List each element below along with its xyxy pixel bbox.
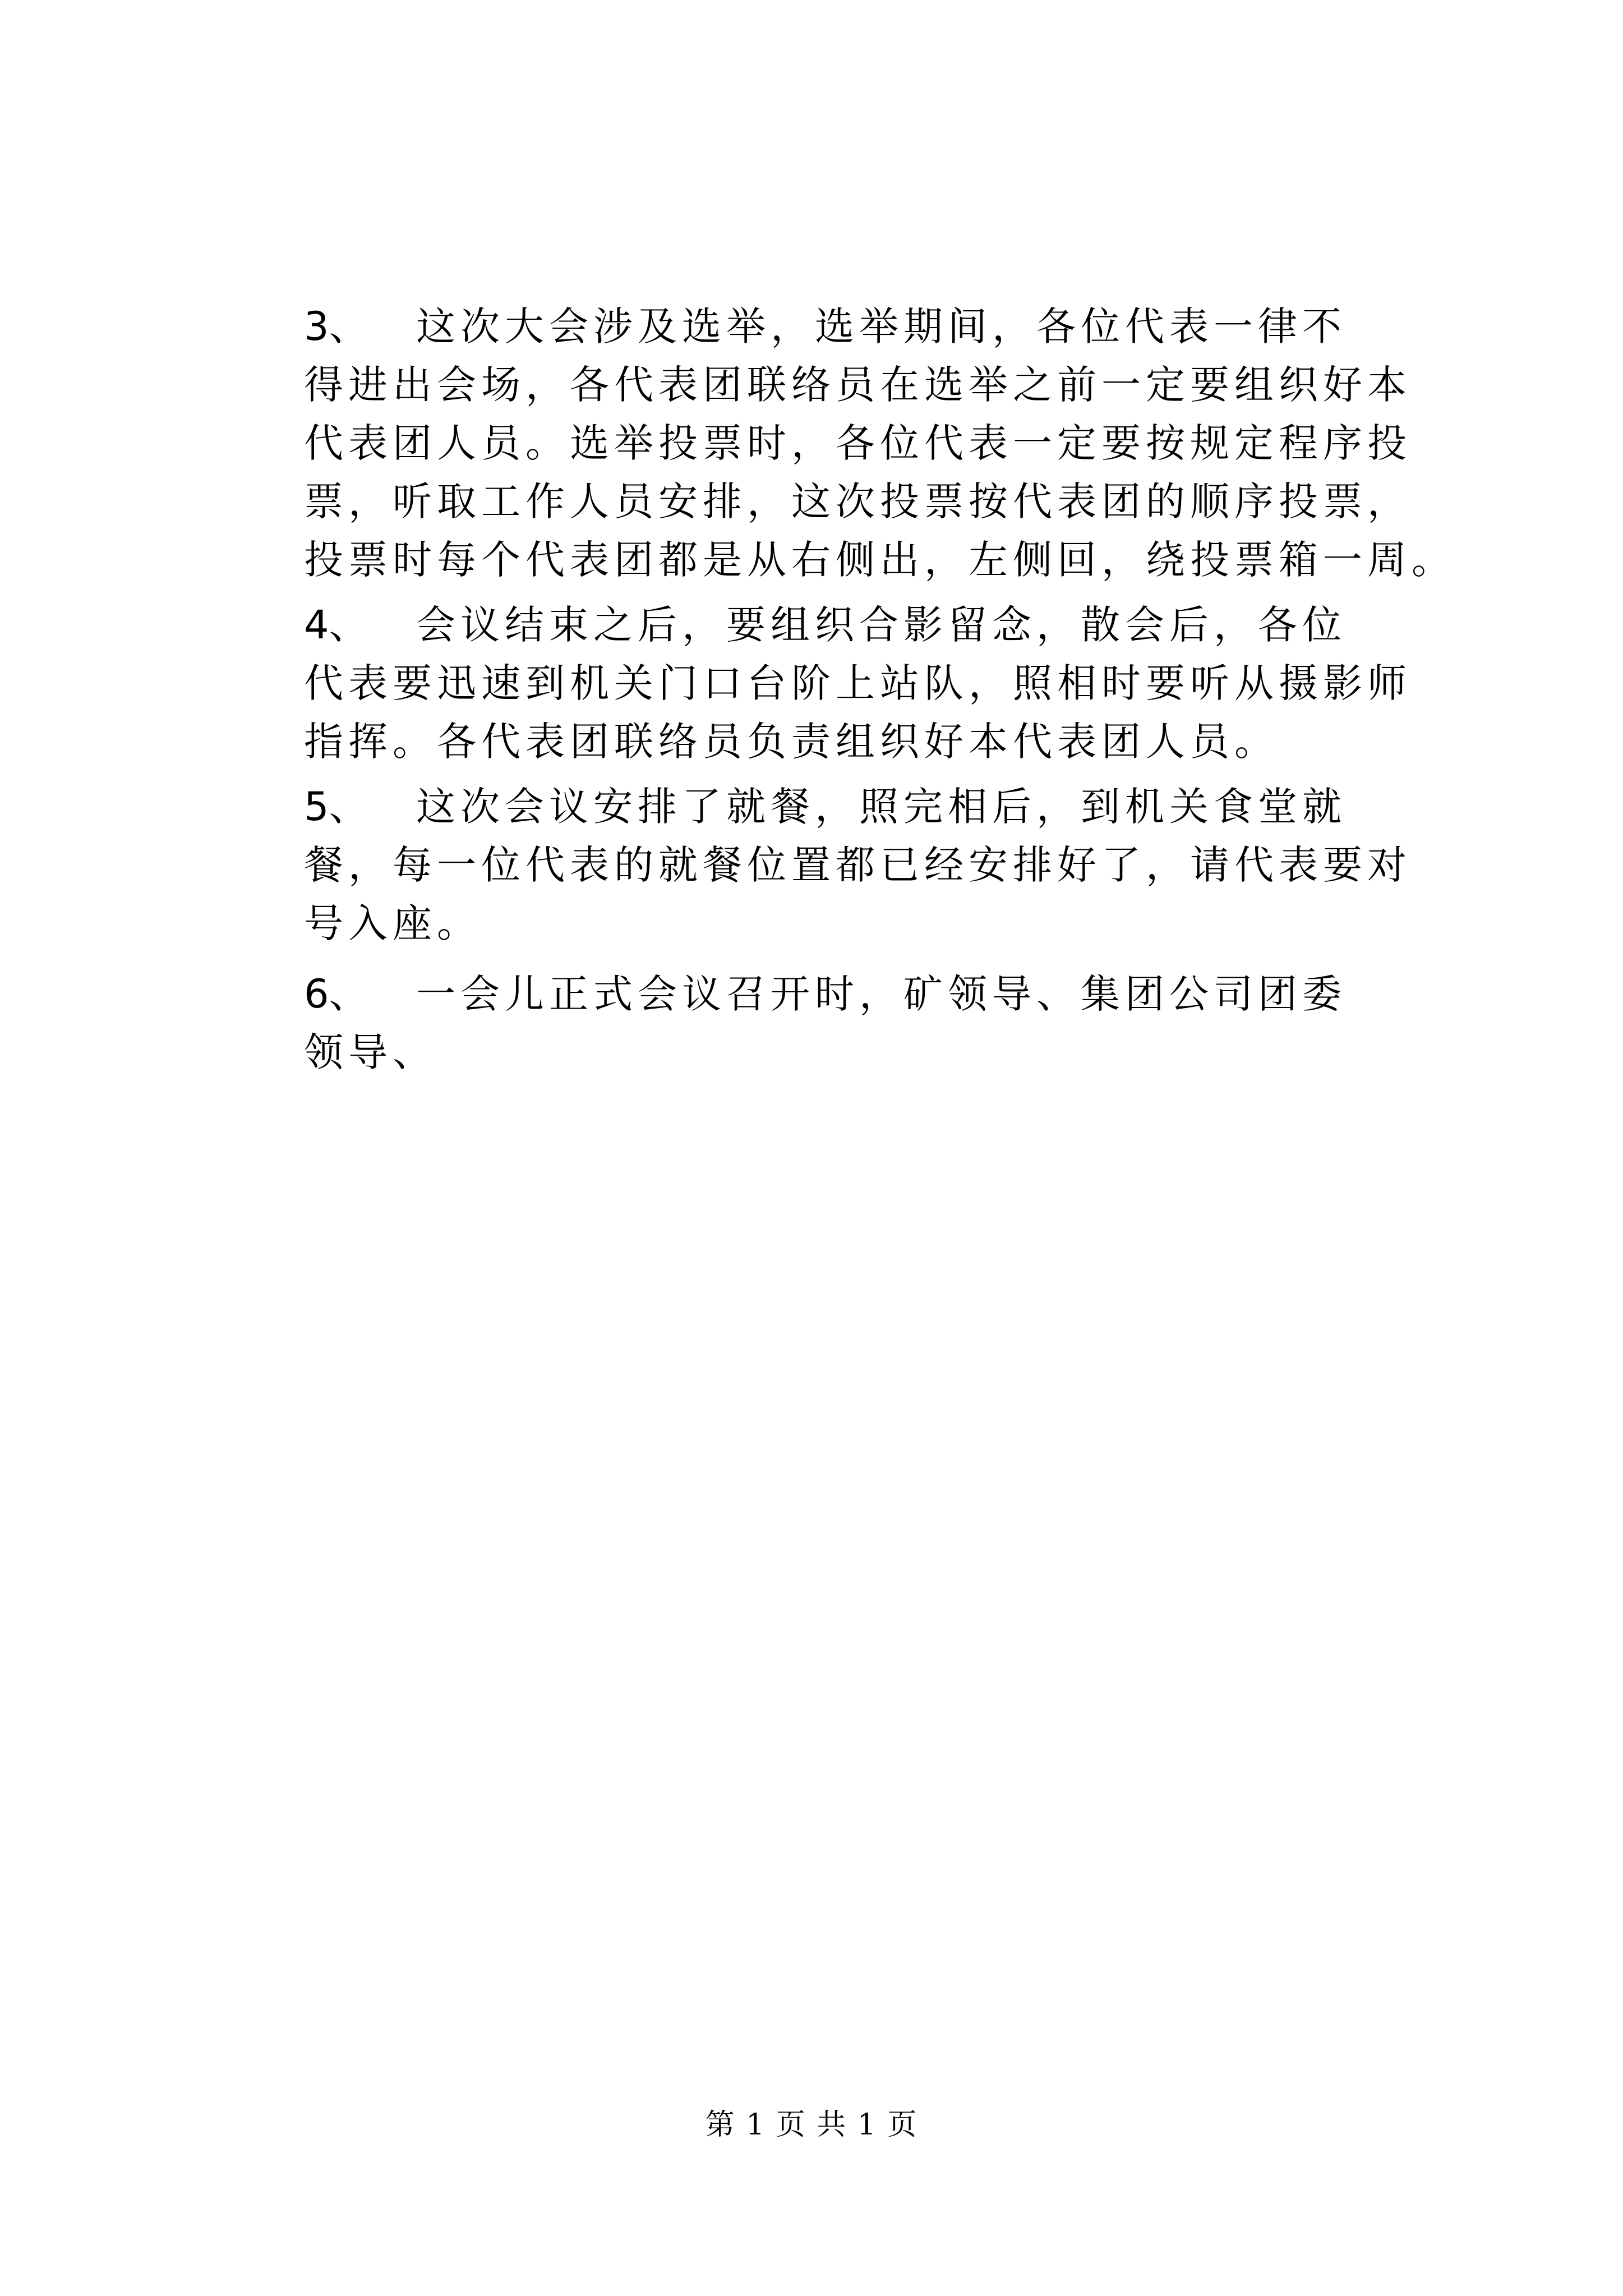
list-item-line: 投票时每个代表团都是从右侧出，左侧回，绕投票箱一周。: [304, 537, 1456, 583]
list-item-line: 餐，每一位代表的就餐位置都已经安排好了，请代表要对: [304, 842, 1412, 888]
list-item-first-line: [304, 965, 1476, 1023]
list-item-line: 得进出会场，各代表团联络员在选举之前一定要组织好本: [304, 362, 1412, 408]
list-item-text: 这次会议安排了就餐，照完相后，到机关食堂就: [416, 784, 1347, 830]
list-item-4: [304, 596, 1476, 771]
list-item-text: 一会儿正式会议召开时，矿领导、集团公司团委: [416, 971, 1347, 1017]
list-item-3: [304, 297, 1476, 589]
list-item-number: 5、: [304, 784, 368, 830]
page-footer: 第 1 页 共 1 页: [705, 2108, 918, 2142]
list-item-line: 代表团人员。选举投票时，各位代表一定要按规定程序投: [304, 420, 1412, 466]
list-item-text: 会议结束之后，要组织合影留念，散会后，各位: [416, 602, 1347, 648]
list-item-number: 3、: [304, 303, 368, 349]
list-item-6: [304, 965, 1476, 1082]
list-item-line: 指挥。各代表团联络员负责组织好本代表团人员。: [304, 719, 1279, 765]
list-item-text: 这次大会涉及选举，选举期间，各位代表一律不: [416, 303, 1347, 349]
list-item-number: 6、: [304, 971, 368, 1017]
list-item-line: 票，听取工作人员安排，这次投票按代表团的顺序投票，: [304, 478, 1412, 524]
list-item-line: 领导、: [304, 1029, 437, 1075]
list-item-line: 号入座。: [304, 900, 481, 946]
list-item-first-line: [304, 297, 1476, 356]
list-item-first-line: [304, 596, 1476, 654]
list-item-number: 4、: [304, 602, 368, 648]
list-item-line: 代表要迅速到机关门口台阶上站队，照相时要听从摄影师: [304, 660, 1412, 706]
document-body: [304, 297, 1476, 1082]
list-item-5: [304, 777, 1476, 953]
list-item-first-line: [304, 777, 1476, 836]
